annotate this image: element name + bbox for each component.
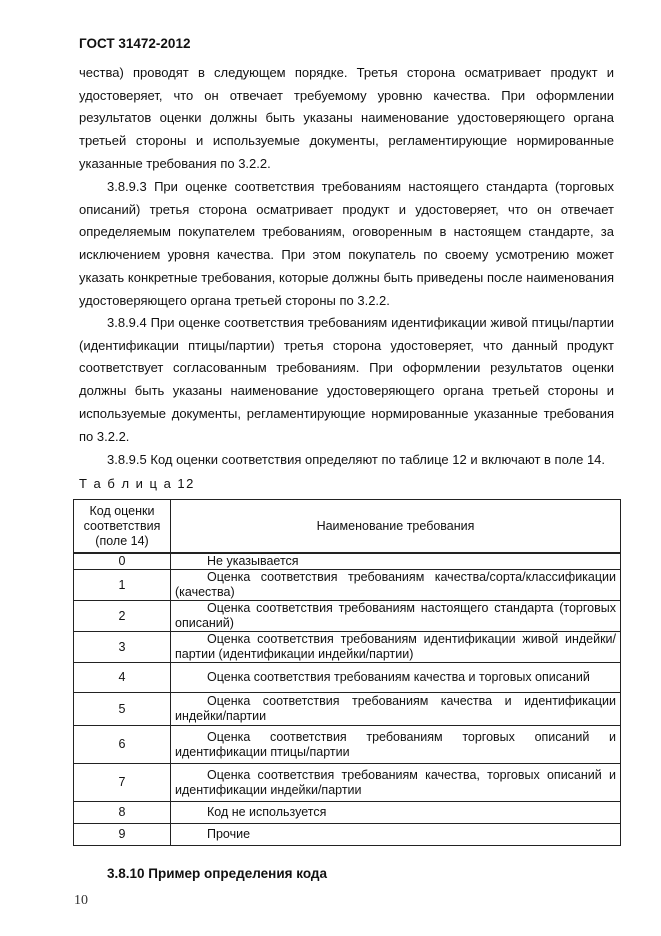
row-requirement-name: Прочие [171,824,621,846]
section-heading: 3.8.10 Пример определения кода [107,866,327,881]
row-requirement-name: Оценка соответствия требованиям настоящего стандарта (торговых описаний) [171,601,621,632]
row-code: 3 [74,632,171,663]
column-header-name: Наименование требования [171,500,621,554]
row-requirement-name: Оценка соответствия требованиям качества и идентификации индейки/партии [171,693,621,726]
table-row [74,663,621,693]
paragraph-3-8-9-4: 3.8.9.4 При оценке соответствия требованиям идентификации живой птицы/партии (идентификации птицы/партии) третья сторона удостоверяет, что данный продукт соответствует согласованным требованиям. При оформлении результатов оценки должны быть указаны наименование удостоверяющего органа третьей стороны и используемые документы, регламентирующие нормированные указанные требования по 3.2.2. [79,315,614,444]
table-row [74,802,621,824]
table-row [74,764,621,802]
table-row [74,726,621,764]
paragraph-3-8-9-3: 3.8.9.3 При оценке соответствия требованиям настоящего стандарта (торговых описаний) третья сторона осматривает продукт и удостоверяет, что он отвечает определяемым покупателем требованиям, оговоренным в настоящем стандарте, за исключением уровня качества. При этом покупатель по своему усмотрению может указать конкретные требования, которые должны быть приведены после наименования удостоверяющего органа третьей стороны по 3.2.2. [79,179,614,308]
row-code: 0 [74,553,171,570]
row-code: 8 [74,802,171,824]
row-requirement-name: Оценка соответствия требованиям идентификации живой индейки/партии (идентификации индейки/партии) [171,632,621,663]
row-requirement-name: Оценка соответствия требованиям качества/сорта/классификации (качества) [171,570,621,601]
table-header-row [74,500,621,554]
table-row [74,632,621,663]
row-requirement-name: Оценка соответствия требованиям качества, торговых описаний и идентификации индейки/партии [171,764,621,802]
row-code: 5 [74,693,171,726]
row-code: 7 [74,764,171,802]
row-code: 1 [74,570,171,601]
column-header-code: Код оценки соответствия (поле 14) [74,500,171,554]
table-body [74,553,621,846]
table-row [74,570,621,601]
row-requirement-name: Оценка соответствия требованиям торговых описаний и идентификации птицы/партии [171,726,621,764]
row-code: 9 [74,824,171,846]
row-code: 4 [74,663,171,693]
row-code: 2 [74,601,171,632]
paragraph-continuation: чества) проводят в следующем порядке. Третья сторона осматривает продукт и удостоверяет, что он отвечает требуемому уровню качества. При оформлении результатов оценки должны быть указаны наименование удостоверяющего органа третьей стороны и используемые документы, регламентирующие нормированные указанные требования по 3.2.2. [79,65,614,171]
row-requirement-name: Не указывается [171,553,621,570]
row-code: 6 [74,726,171,764]
document-header: ГОСТ 31472-2012 [79,36,191,51]
table-row [74,601,621,632]
table-row [74,553,621,570]
paragraph-3-8-9-5: 3.8.9.5 Код оценки соответствия определяют по таблице 12 и включают в поле 14. [107,452,606,467]
table-row [74,693,621,726]
row-requirement-name: Оценка соответствия требованиям качества и торговых описаний [171,663,621,693]
page-number: 10 [74,893,88,908]
table-row [74,824,621,846]
requirements-table [73,499,621,846]
table-caption: Т а б л и ц а 12 [79,476,195,491]
row-requirement-name: Код не используется [171,802,621,824]
